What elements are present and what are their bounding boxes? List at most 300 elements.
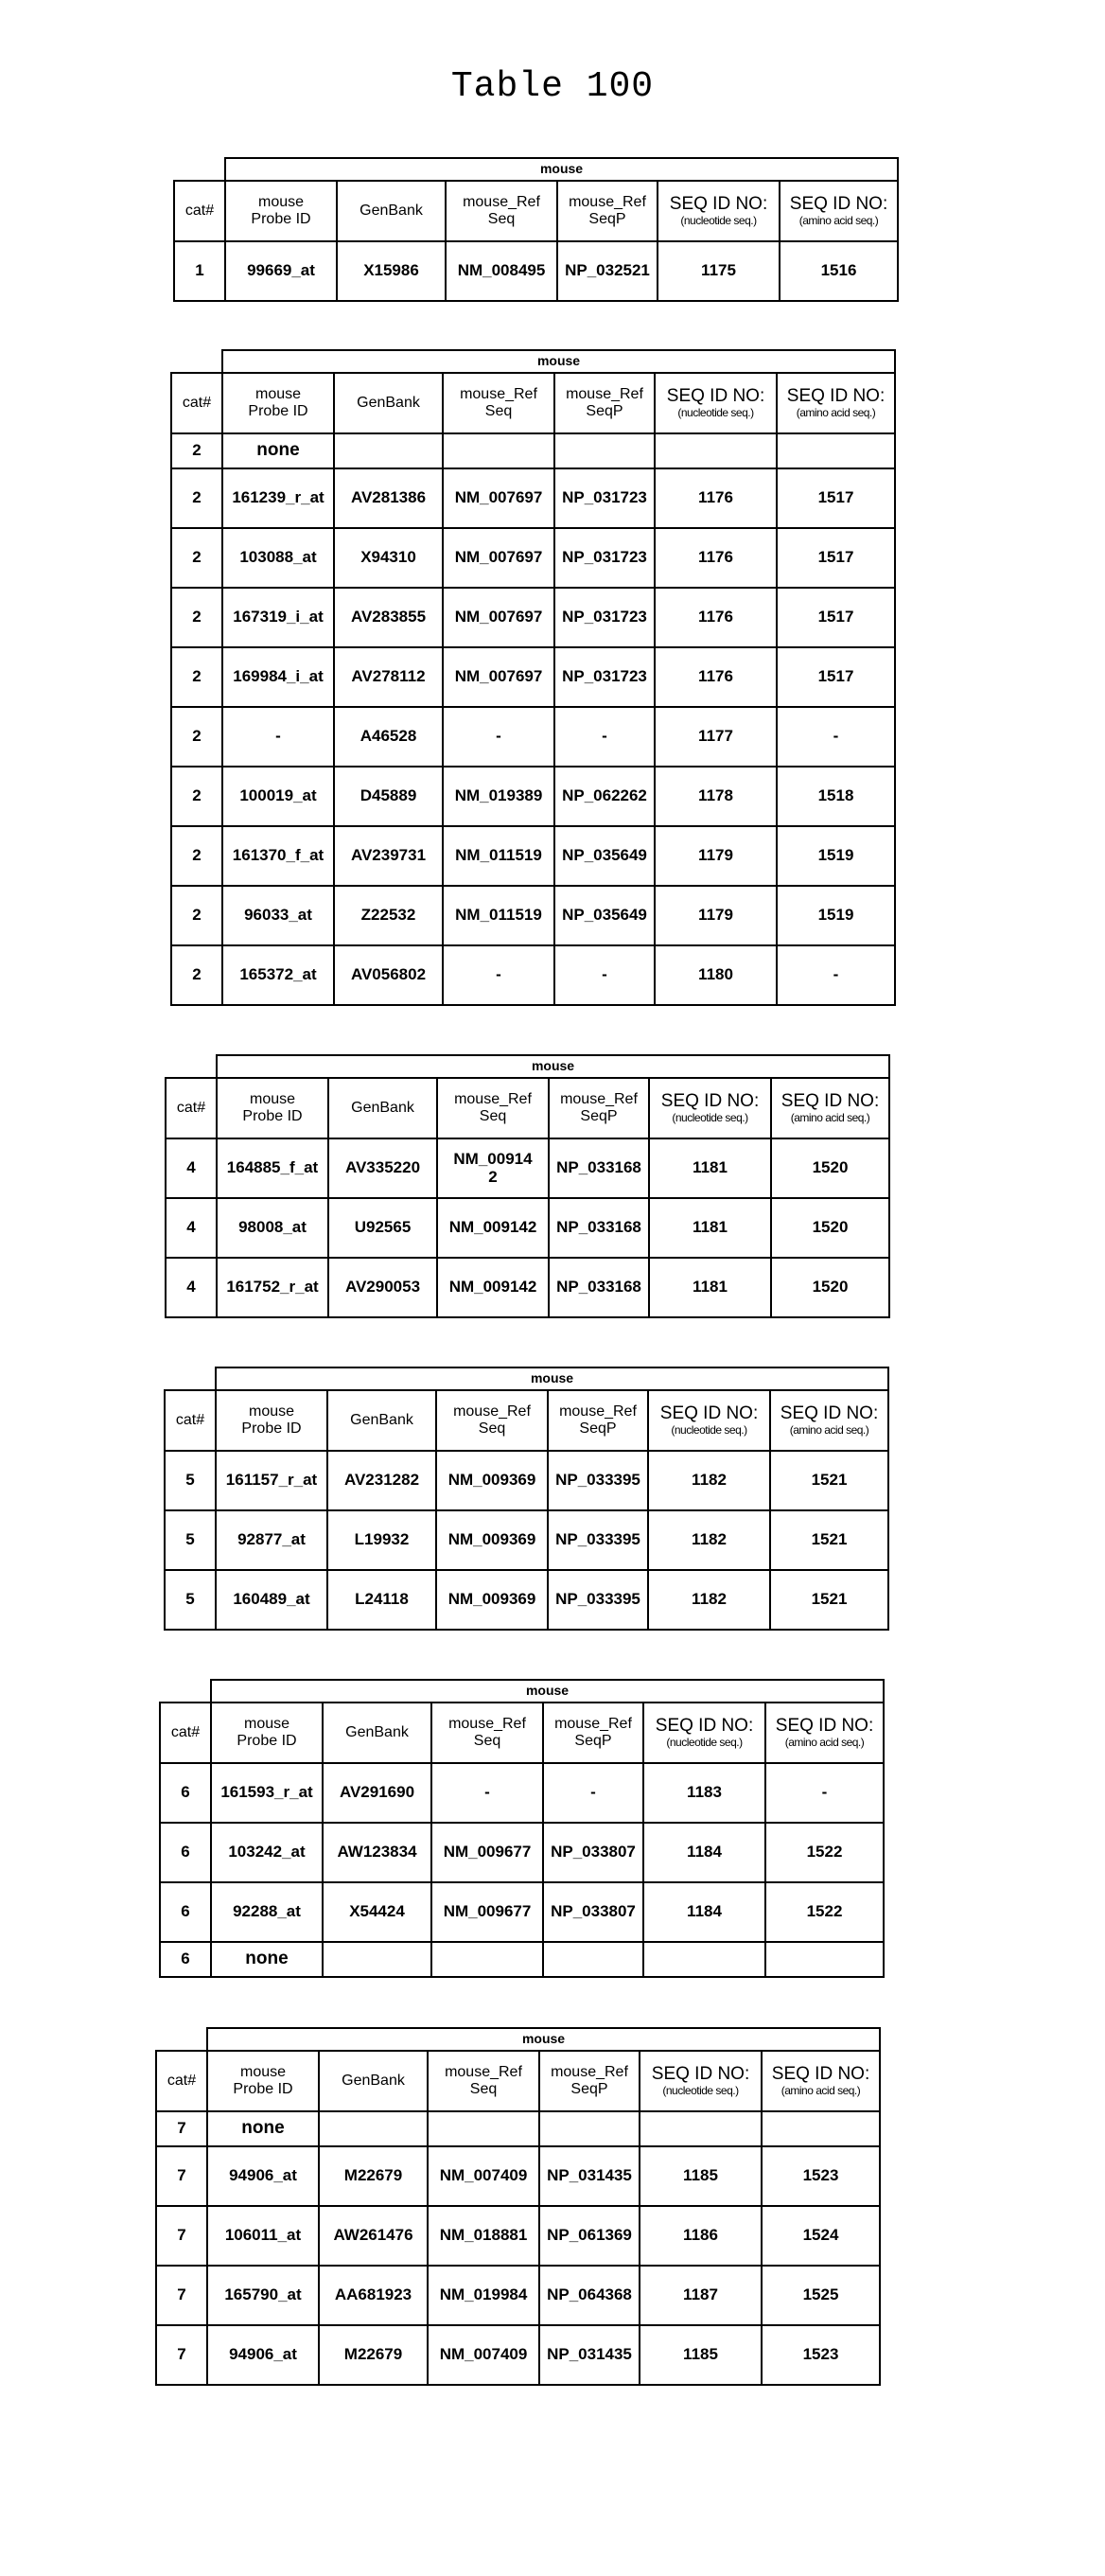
table-row [156,2146,880,2206]
table-cell: NM_019984 [428,2266,539,2325]
table-cell: NM_019389 [443,767,554,826]
table-cell: 161370_f_at [222,826,334,886]
table-cell: 1523 [762,2325,880,2385]
table-cell: 5 [165,1451,216,1510]
group-header-mouse: mouse [207,2028,880,2051]
table-cell: NM_009142 [437,1198,549,1258]
table-row [165,1451,888,1510]
table-cell: AA681923 [319,2266,428,2325]
column-header [436,1390,548,1451]
column-header-note: (nucleotide seq.) [658,407,774,419]
column-header [777,373,895,433]
data-table [173,157,899,302]
table-cell: 1182 [648,1510,770,1570]
column-header-label: mouse_Ref Seq [454,194,549,227]
table-cell: 4 [166,1138,217,1198]
table-cell [765,1942,884,1977]
column-header-row [174,181,898,241]
group-header-mouse: mouse [222,350,895,373]
column-header-label: mouse Probe ID [239,1091,306,1124]
table-cell: 2 [171,826,222,886]
table-cell: 7 [156,2111,207,2146]
column-header-label: mouse Probe ID [248,194,314,227]
table-cell: 1177 [655,707,777,767]
table-cell: 7 [156,2206,207,2266]
column-header-note: (amino acid seq.) [764,2085,877,2097]
column-header-note: (amino acid seq.) [773,1424,886,1437]
table-cell: L19932 [327,1510,436,1570]
table-cell: 6 [160,1823,211,1882]
table-cell: NP_033168 [549,1258,649,1317]
data-table [170,349,896,1006]
table-cell: M22679 [319,2146,428,2206]
table-cell: 1178 [655,767,777,826]
column-header-label: mouse_Ref SeqP [560,194,655,227]
column-header [658,181,780,241]
table-cell: 1517 [777,468,895,528]
column-header [156,2051,207,2111]
table-cell: - [443,945,554,1005]
table-row [165,1570,888,1630]
table-cell: 96033_at [222,886,334,945]
table-cell: NM_009677 [431,1882,543,1942]
table-row [166,1198,889,1258]
table-cell: 1176 [655,468,777,528]
table-cell: AV283855 [334,588,443,647]
data-table [155,2027,881,2386]
column-header [160,1703,211,1763]
table-cell: NM_011519 [443,826,554,886]
table-cell: 165790_at [207,2266,319,2325]
column-header-label: mouse_Ref Seq [451,386,546,419]
table-cell: 1521 [770,1451,888,1510]
table-row [171,886,895,945]
table-cell: 1185 [640,2325,762,2385]
table-cell: 1179 [655,886,777,945]
table-row [156,2325,880,2385]
table-cell: 4 [166,1258,217,1317]
column-header-note: (amino acid seq.) [774,1112,886,1124]
table-cell: 1182 [648,1570,770,1630]
table-cell: NM_007697 [443,588,554,647]
column-header-label: SEQ ID NO: [772,2064,869,2084]
table-cell: NP_033168 [549,1198,649,1258]
group-header-mouse: mouse [217,1055,889,1078]
table-cell: 161157_r_at [216,1451,327,1510]
data-table [165,1054,890,1318]
column-header [207,2051,319,2111]
table-cell: 1517 [777,647,895,707]
table-cell: 1179 [655,826,777,886]
table-cell: NP_033395 [548,1451,648,1510]
table-cell: - [443,707,554,767]
table-cell: 169984_i_at [222,647,334,707]
column-header [640,2051,762,2111]
table-cell: X15986 [337,241,446,301]
table-cell: NP_031723 [554,647,655,707]
table-cell [640,2111,762,2146]
table-cell: 92877_at [216,1510,327,1570]
table-cell: NM_007697 [443,528,554,588]
table-cell: NM_009369 [436,1510,548,1570]
table-cell: 1175 [658,241,780,301]
column-header [222,373,334,433]
table-cell: 6 [160,1942,211,1977]
column-header-label: mouse Probe ID [230,2064,296,2097]
table-cell: 1520 [771,1138,889,1198]
column-header-label: mouse_Ref SeqP [542,2064,637,2097]
table-row [171,707,895,767]
column-header-note: (nucleotide seq.) [652,1112,768,1124]
column-header-label: mouse_Ref SeqP [552,1091,646,1124]
column-header [549,1078,649,1138]
table-cell: NM_018881 [428,2206,539,2266]
table-cell: NM_009677 [431,1823,543,1882]
table-row [174,241,898,301]
column-header-label: cat# [177,1100,205,1116]
column-header [165,1390,216,1451]
table-cell: 103088_at [222,528,334,588]
table-cell: 1176 [655,647,777,707]
table-cell: AV239731 [334,826,443,886]
table-cell: AV291690 [323,1763,431,1823]
column-header-label: GenBank [342,2073,405,2089]
table-cell: 161752_r_at [217,1258,328,1317]
table-cell: - [777,707,895,767]
table-cell: X54424 [323,1882,431,1942]
table-cell: NP_031723 [554,588,655,647]
group-header-row [165,1367,888,1390]
table-cell: 1520 [771,1258,889,1317]
table-cell [334,433,443,468]
column-header-label: cat# [185,203,214,219]
table-cell: 1180 [655,945,777,1005]
table-cell: NP_035649 [554,826,655,886]
table-cell: 1524 [762,2206,880,2266]
column-header [649,1078,771,1138]
data-table [159,1679,885,1978]
column-header [337,181,446,241]
table-cell: L24118 [327,1570,436,1630]
group-header-row [174,158,898,181]
table-cell: 103242_at [211,1823,323,1882]
table-cell: AV281386 [334,468,443,528]
table-cell [323,1942,431,1977]
table-cell: NP_033395 [548,1570,648,1630]
table-row [171,767,895,826]
table-row [160,1882,884,1942]
table-cell: M22679 [319,2325,428,2385]
table-cell: 94906_at [207,2325,319,2385]
table-cell: - [222,707,334,767]
table-cell: NP_064368 [539,2266,640,2325]
column-header [323,1703,431,1763]
column-header [648,1390,770,1451]
column-header [216,1390,327,1451]
column-header-label: GenBank [351,1100,414,1116]
table-cell: 1187 [640,2266,762,2325]
table-cell [539,2111,640,2146]
table-cell: NM_00914 2 [437,1138,549,1198]
column-header-label: mouse Probe ID [245,386,311,419]
column-header-note: (nucleotide seq.) [642,2085,759,2097]
column-header [770,1390,888,1451]
column-header [328,1078,437,1138]
table-cell: 1181 [649,1138,771,1198]
table-cell: 1182 [648,1451,770,1510]
column-header [446,181,557,241]
table-row [160,1763,884,1823]
table-cell: 1186 [640,2206,762,2266]
table-cell: 1516 [780,241,898,301]
table-cell: NM_007697 [443,647,554,707]
table-cell: 2 [171,886,222,945]
blank-cell [165,1367,216,1390]
table-row [166,1258,889,1317]
table-cell: 2 [171,647,222,707]
table-cell: NM_009142 [437,1258,549,1317]
column-header [655,373,777,433]
column-header [437,1078,549,1138]
table-cell: none [207,2111,319,2146]
column-header [765,1703,884,1763]
table-row [171,826,895,886]
table-cell: NP_031723 [554,528,655,588]
column-header-note: (amino acid seq.) [780,407,892,419]
column-header-row [166,1078,889,1138]
table-cell: 167319_i_at [222,588,334,647]
table-cell: 92288_at [211,1882,323,1942]
table-cell: 98008_at [217,1198,328,1258]
group-header-row [156,2028,880,2051]
column-header [319,2051,428,2111]
table-cell: 1 [174,241,225,301]
table-row [156,2266,880,2325]
group-header-mouse: mouse [211,1680,884,1703]
table-cell: Z22532 [334,886,443,945]
blank-cell [166,1055,217,1078]
column-header-label: mouse_Ref SeqP [551,1403,645,1437]
table-cell: 1185 [640,2146,762,2206]
table-cell: 1525 [762,2266,880,2325]
table-cell [655,433,777,468]
table-cell: AW123834 [323,1823,431,1882]
table-cell: - [777,945,895,1005]
table-row [156,2206,880,2266]
table-cell: NP_031723 [554,468,655,528]
table-cell: AV056802 [334,945,443,1005]
column-header [771,1078,889,1138]
column-header-label: cat# [167,2073,196,2089]
table-cell: 2 [171,945,222,1005]
table-cell: AV231282 [327,1451,436,1510]
table-row [171,468,895,528]
column-header-label: GenBank [357,395,420,411]
table-cell: 1519 [777,886,895,945]
table-cell: 7 [156,2325,207,2385]
group-header-row [171,350,895,373]
column-header-label: SEQ ID NO: [667,386,764,406]
blank-cell [174,158,225,181]
table-cell: 2 [171,468,222,528]
table-cell: 1176 [655,588,777,647]
table-cell: 1184 [643,1882,765,1942]
table-cell: 5 [165,1510,216,1570]
column-header [166,1078,217,1138]
column-header [171,373,222,433]
column-header-label: SEQ ID NO: [661,1091,759,1111]
column-header-label: mouse_Ref Seq [440,1716,535,1749]
table-row [171,528,895,588]
column-header-label: GenBank [345,1724,409,1740]
table-cell: AW261476 [319,2206,428,2266]
table-cell: 161593_r_at [211,1763,323,1823]
table-cell [431,1942,543,1977]
table-cell: 2 [171,433,222,468]
table-cell: 165372_at [222,945,334,1005]
column-header-label: SEQ ID NO: [776,1716,873,1736]
table-cell: 2 [171,588,222,647]
column-header [431,1703,543,1763]
column-header-row [160,1703,884,1763]
column-header-label: SEQ ID NO: [652,2064,749,2084]
column-header-label: SEQ ID NO: [781,1091,879,1111]
column-header-note: (nucleotide seq.) [660,215,777,227]
table-cell: 1181 [649,1258,771,1317]
blank-cell [156,2028,207,2051]
column-header-label: mouse Probe ID [234,1716,300,1749]
column-header-label: mouse_Ref Seq [446,1091,540,1124]
column-header-label: cat# [176,1412,204,1428]
data-table [164,1367,889,1631]
table-cell: 1519 [777,826,895,886]
column-header-label: SEQ ID NO: [660,1403,758,1423]
table-cell: 6 [160,1882,211,1942]
table-cell: 1181 [649,1198,771,1258]
column-header-label: mouse_Ref SeqP [557,386,652,419]
column-header-label: GenBank [360,203,423,219]
table-cell: 7 [156,2146,207,2206]
table-cell: NP_033807 [543,1882,643,1942]
column-header-label: SEQ ID NO: [670,194,767,214]
group-header-mouse: mouse [216,1367,888,1390]
column-header [327,1390,436,1451]
table-cell: 1176 [655,528,777,588]
column-header-label: mouse_Ref SeqP [546,1716,640,1749]
table-cell [428,2111,539,2146]
group-header-row [160,1680,884,1703]
table-cell: 1522 [765,1882,884,1942]
column-header-label: SEQ ID NO: [790,194,887,214]
table-cell: 1183 [643,1763,765,1823]
column-header-label: SEQ ID NO: [781,1403,878,1423]
table-cell: NM_007697 [443,468,554,528]
table-cell: AV278112 [334,647,443,707]
table-cell: NP_033168 [549,1138,649,1198]
table-cell: 4 [166,1198,217,1258]
table-cell: X94310 [334,528,443,588]
column-header [174,181,225,241]
table-cell: - [554,945,655,1005]
table-cell: NM_009369 [436,1570,548,1630]
table-cell: - [543,1763,643,1823]
table-cell: AV290053 [328,1258,437,1317]
table-cell: NP_061369 [539,2206,640,2266]
table-cell: none [222,433,334,468]
table-cell: 2 [171,528,222,588]
column-header-row [165,1390,888,1451]
table-cell: 6 [160,1763,211,1823]
table-cell [554,433,655,468]
column-header [543,1703,643,1763]
table-cell: 1522 [765,1823,884,1882]
column-header-label: cat# [183,395,211,411]
table-cell: 106011_at [207,2206,319,2266]
table-cell [543,1942,643,1977]
table-cell: NM_007409 [428,2325,539,2385]
column-header-label: mouse_Ref Seq [445,1403,539,1437]
table-cell: 1523 [762,2146,880,2206]
table-cell: 164885_f_at [217,1138,328,1198]
table-row [171,588,895,647]
table-cell: 160489_at [216,1570,327,1630]
table-cell: NP_033395 [548,1510,648,1570]
table-cell: 1517 [777,588,895,647]
table-cell: 5 [165,1570,216,1630]
table-cell: U92565 [328,1198,437,1258]
table-cell [777,433,895,468]
column-header [762,2051,880,2111]
column-header-note: (amino acid seq.) [768,1737,881,1749]
table-cell: NM_009369 [436,1451,548,1510]
table-cell: 7 [156,2266,207,2325]
table-row [171,945,895,1005]
table-row [165,1510,888,1570]
page-title: Table 100 [0,66,1105,107]
table-row [171,647,895,707]
table-cell [443,433,554,468]
table-row [171,433,895,468]
table-cell: AV335220 [328,1138,437,1198]
table-cell: - [765,1763,884,1823]
column-header [643,1703,765,1763]
column-header [443,373,554,433]
table-cell: 2 [171,767,222,826]
column-header [780,181,898,241]
column-header-row [156,2051,880,2111]
table-row [166,1138,889,1198]
table-cell: NP_032521 [557,241,658,301]
column-header [428,2051,539,2111]
column-header-label: GenBank [350,1412,413,1428]
table-cell: NM_011519 [443,886,554,945]
table-row [160,1942,884,1977]
table-cell: 1521 [770,1510,888,1570]
table-cell: NP_062262 [554,767,655,826]
table-cell: 1184 [643,1823,765,1882]
column-header-note: (nucleotide seq.) [651,1424,767,1437]
column-header-row [171,373,895,433]
table-cell: 161239_r_at [222,468,334,528]
column-header [557,181,658,241]
group-header-row [166,1055,889,1078]
table-cell [643,1942,765,1977]
table-cell [319,2111,428,2146]
table-cell: - [554,707,655,767]
column-header [554,373,655,433]
table-cell: NM_007409 [428,2146,539,2206]
table-cell: NP_033807 [543,1823,643,1882]
